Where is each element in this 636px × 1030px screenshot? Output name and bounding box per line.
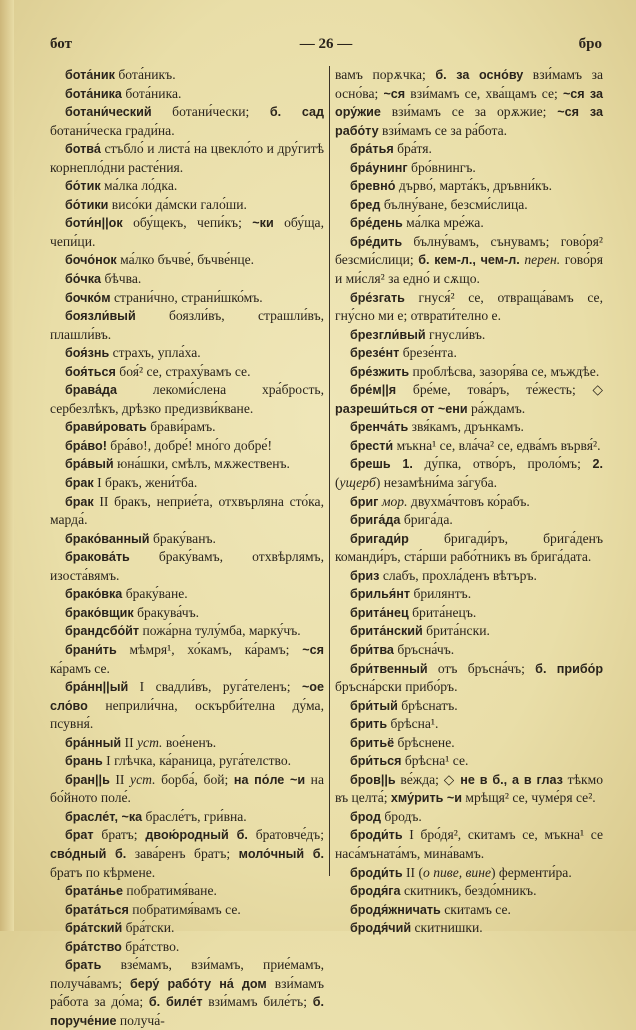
definition-text: братъ по кѣрмене. bbox=[50, 864, 156, 880]
dictionary-entry bbox=[335, 326, 603, 345]
dictionary-entry bbox=[50, 66, 324, 85]
definition-text: скитникъ, бездо́мникъ. bbox=[400, 883, 537, 899]
definition-text: I бро́дя², скитамъ се, мъкна¹ се наса́мъната́мъ, мина́вамъ. bbox=[335, 827, 603, 861]
dictionary-entry bbox=[335, 344, 603, 363]
usage-label: перен. bbox=[524, 252, 561, 268]
definition-text: ботани́ческа гради́на. bbox=[50, 122, 175, 138]
definition-text: брѣсна¹ се. bbox=[401, 753, 469, 769]
headword: бритьё bbox=[349, 735, 395, 750]
headword: броди́ть bbox=[349, 828, 403, 843]
headword: броди́ть bbox=[349, 865, 403, 880]
definition-text: браку́вамъ, отхвѣрлямъ, изоста́вямъ. bbox=[50, 549, 324, 583]
definition-text: бра́во!, добре́! мно́го добре́! bbox=[106, 437, 272, 453]
right-column bbox=[335, 66, 603, 938]
dictionary-entry bbox=[50, 752, 324, 771]
headword: бродя́чий bbox=[349, 921, 412, 936]
headword: ботва́ bbox=[64, 142, 101, 157]
dictionary-entry bbox=[335, 919, 603, 938]
definition-text: бригади́ръ, брига́денъ команди́ръ, ста́рши рабо́тникъ въ брига́дата. bbox=[335, 530, 603, 565]
definition-text: ве́жда; ◇ bbox=[395, 771, 461, 787]
headword: бриг bbox=[349, 494, 379, 509]
headword: брандсбо́йт bbox=[64, 624, 140, 639]
definition-text: мрѣщя² се, чуме́ря се². bbox=[462, 790, 596, 806]
definition-text: браку́ване. bbox=[122, 586, 188, 602]
dictionary-entry bbox=[50, 604, 324, 623]
dictionary-entry bbox=[335, 530, 603, 567]
headword: бригади́р bbox=[349, 531, 409, 546]
definition-text: юна́шки, смѣлъ, мѫжественъ. bbox=[113, 456, 290, 472]
dictionary-entry bbox=[335, 641, 603, 660]
headword: брешь 1. bbox=[349, 457, 413, 472]
definition-text: взи́мамъ се, хва́щамъ се; bbox=[405, 85, 563, 101]
headword: бо́тик bbox=[64, 179, 101, 194]
dictionary-entry bbox=[50, 363, 324, 382]
definition-text: брѣснене. bbox=[394, 734, 455, 750]
definition-text: борба́, бой; bbox=[155, 771, 234, 787]
dictionary-entry bbox=[335, 604, 603, 623]
headword: сво́дный б. bbox=[50, 846, 127, 861]
headword: бра́тский bbox=[64, 921, 123, 936]
dictionary-entry bbox=[335, 826, 603, 863]
dictionary-entry bbox=[335, 808, 603, 827]
definition-text: бра́тство. bbox=[121, 938, 180, 954]
dictionary-entry bbox=[50, 251, 324, 270]
headword: бри́тый bbox=[349, 698, 398, 713]
headword: боя́ться bbox=[64, 364, 116, 379]
definition-text: брезе́нта. bbox=[399, 345, 457, 361]
definition-text: II ( bbox=[402, 864, 423, 880]
column-divider bbox=[329, 66, 330, 876]
headword: бред bbox=[349, 197, 381, 212]
headword: боти́н||ок bbox=[64, 216, 123, 231]
page-header bbox=[50, 36, 602, 58]
headword: б. за осно́ву bbox=[435, 68, 524, 82]
headword: бочо́нок bbox=[64, 253, 117, 268]
dictionary-entry bbox=[50, 956, 324, 1030]
headword: б. сад bbox=[269, 105, 324, 120]
headword: на по́ле ~и bbox=[233, 772, 306, 787]
headword: бочко́м bbox=[64, 290, 111, 305]
definition-text: бракува́чъ. bbox=[133, 604, 200, 620]
headword: боязли́вый bbox=[64, 309, 136, 324]
definition-text: висо́ки да́мски гало́ши. bbox=[108, 196, 247, 212]
usage-label: о пиве, вине bbox=[423, 864, 491, 880]
definition-text: II bbox=[121, 734, 137, 750]
definition-text: взи́мамъ биле́тъ; bbox=[202, 994, 313, 1010]
definition-text: взе́мамъ, взи́мамъ, прие́мамъ, получа́вамъ; bbox=[50, 957, 324, 991]
dictionary-entry bbox=[50, 344, 324, 363]
definition-text: бръсна́чъ. bbox=[393, 641, 455, 657]
dictionary-entry bbox=[335, 196, 603, 215]
definition-text: бълну́вамъ, сънувамъ; гово́ря² безсми́слици; bbox=[335, 233, 603, 268]
definition-text: гнусли́въ. bbox=[425, 326, 486, 342]
definition-text: брига́да. bbox=[400, 512, 453, 528]
definition-text: бро́внингъ. bbox=[407, 159, 476, 175]
definition-text: бре́ме, това́ръ, те́жесть; ◇ bbox=[396, 382, 603, 398]
definition-text: браку́ванъ. bbox=[149, 530, 216, 546]
headword: брита́нский bbox=[349, 624, 423, 639]
definition-text: II бракъ, неприе́та, отхвърляна сто́ка, марда́. bbox=[50, 493, 324, 528]
headword: брезгли́вый bbox=[349, 327, 426, 342]
headword: бродя́га bbox=[349, 884, 401, 899]
definition-text: ду́пка, отво́ръ, проло́мъ; bbox=[412, 456, 593, 472]
definition-text: боя́² се, страху́вамъ се. bbox=[115, 363, 251, 379]
definition-text: зава́ренъ братъ; bbox=[126, 845, 239, 861]
headword: брак bbox=[64, 494, 94, 509]
definition-text: ра́ждамъ. bbox=[467, 400, 526, 416]
definition-text: мѣмря¹, хо́камъ, ка́рамъ; bbox=[116, 641, 303, 657]
definition-text: звя́камъ, дрънкамъ. bbox=[408, 419, 524, 435]
headword: бре́згать bbox=[349, 290, 405, 305]
usage-label: ущерб bbox=[339, 475, 376, 491]
headword: ~ся за ору́жие bbox=[335, 86, 603, 120]
dictionary-entry bbox=[335, 715, 603, 734]
dictionary-entry bbox=[335, 882, 603, 901]
headword: бо́чка bbox=[64, 272, 102, 287]
dictionary-entry bbox=[50, 882, 324, 901]
dictionary-entry bbox=[50, 103, 324, 140]
headword: б. прибо́р bbox=[535, 661, 604, 676]
definition-text: бра́тя. bbox=[393, 141, 432, 157]
definition-text: получа́- bbox=[116, 1012, 165, 1028]
definition-text: скитнишки. bbox=[411, 920, 483, 936]
dictionary-entry bbox=[50, 437, 324, 456]
definition-text: ма́лко бъчве́, бъчве́нце. bbox=[116, 252, 255, 268]
headword: ~ое сло́во bbox=[50, 680, 324, 713]
headword: б. биле́т bbox=[148, 995, 203, 1010]
definition-text: I свадли́въ, руга́теленъ; bbox=[128, 679, 302, 695]
headword: бри́тва bbox=[349, 642, 394, 657]
dictionary-entry bbox=[50, 493, 324, 530]
dictionary-entry bbox=[335, 622, 603, 641]
dictionary-entry bbox=[335, 660, 603, 697]
definition-text: взи́мамъ за осно́ва; bbox=[335, 67, 603, 101]
left-guide-word: бот bbox=[50, 36, 72, 52]
headword: бракова́ть bbox=[64, 550, 130, 565]
definition-text: проблѣсва, зазоря́ва се, мъждѣе. bbox=[409, 363, 600, 379]
dictionary-entry bbox=[335, 493, 603, 512]
headword: бри́ться bbox=[349, 754, 402, 769]
headword: брита́нец bbox=[349, 605, 409, 620]
dictionary-entry bbox=[335, 734, 603, 753]
definition-text: побратимя́вамъ се. bbox=[128, 901, 241, 917]
definition-text: брита́нецъ. bbox=[408, 604, 477, 620]
headword: бота́ника bbox=[64, 86, 122, 101]
dictionary-entry bbox=[335, 159, 603, 178]
headword: брави́ровать bbox=[64, 420, 147, 435]
definition-text: отъ бръсна́чъ; bbox=[427, 660, 536, 676]
dictionary-entry bbox=[50, 641, 324, 678]
headword: брако́вка bbox=[64, 587, 123, 602]
definition-text: брита́нски. bbox=[422, 623, 490, 639]
headword: брести́ bbox=[349, 438, 394, 453]
dictionary-entry bbox=[50, 177, 324, 196]
dictionary-entry bbox=[50, 196, 324, 215]
headword: бран||ь bbox=[64, 772, 110, 787]
definition-text: страни́чно, страни́шко́мъ. bbox=[110, 289, 263, 305]
usage-label: мор. bbox=[381, 493, 408, 509]
headword: брава́да bbox=[64, 383, 118, 398]
headword: брак bbox=[64, 476, 94, 491]
dictionary-entry bbox=[335, 901, 603, 920]
definition-text: ) незамѣни́ма за́губа. bbox=[375, 475, 498, 491]
definition-text: бота́никъ. bbox=[114, 67, 176, 82]
definition-text: брасле́тъ, гри́вна. bbox=[142, 808, 247, 824]
dictionary-entry bbox=[335, 864, 603, 883]
dictionary-entry bbox=[335, 511, 603, 530]
dictionary-entry bbox=[50, 734, 324, 753]
definition-text: взи́мамъ се за ра́бота. bbox=[378, 122, 508, 138]
definition-text: бѣчва. bbox=[101, 271, 142, 287]
headword: брата́нье bbox=[64, 884, 123, 899]
headword: бродя́жничать bbox=[349, 902, 441, 917]
definition-text: на бо́йното поле́. bbox=[50, 771, 324, 806]
dictionary-entry bbox=[50, 474, 324, 493]
headword: разреши́ться от ~ени bbox=[335, 401, 468, 416]
headword: брига́да bbox=[349, 513, 401, 528]
definition-text: II bbox=[109, 771, 131, 787]
headword: бра́тство bbox=[64, 939, 122, 954]
dictionary-entry bbox=[50, 270, 324, 289]
dictionary-entry bbox=[335, 289, 603, 326]
right-guide-word: бро bbox=[578, 36, 602, 52]
definition-text: I глѣчка, ка́раница, руга́телство. bbox=[102, 753, 292, 769]
dictionary-entry bbox=[50, 808, 324, 827]
headword: брезе́нт bbox=[349, 346, 400, 361]
headword: брасле́т, ~ка bbox=[64, 809, 143, 824]
dictionary-entry bbox=[50, 919, 324, 938]
dictionary-entry bbox=[50, 289, 324, 308]
dictionary-entry bbox=[50, 381, 324, 418]
headword: б. кем-л., чем-л. bbox=[418, 253, 520, 268]
dictionary-entry bbox=[335, 771, 603, 808]
definition-text: брави́рамъ. bbox=[146, 419, 216, 435]
dictionary-entry bbox=[335, 418, 603, 437]
definition-text: брѣснатъ. bbox=[397, 697, 458, 713]
headword: ~ся за рабо́ту bbox=[335, 105, 603, 138]
headword: бре́зжить bbox=[349, 364, 410, 379]
headword: бота́ник bbox=[64, 68, 115, 82]
definition-text: лекоми́слена хра́брость, сербезлѣкъ, дрѣзко предизви́кване. bbox=[50, 382, 324, 416]
definition-text: ка́рамъ се. bbox=[50, 660, 110, 676]
dictionary-entry bbox=[50, 771, 324, 808]
headword: бревно́ bbox=[349, 179, 396, 194]
headword: бри́твенный bbox=[349, 661, 428, 676]
definition-text: бълну́ване, безсми́слица. bbox=[380, 196, 528, 212]
headword: бриз bbox=[349, 568, 380, 583]
headword: бра́во! bbox=[64, 438, 107, 453]
definition-text: ма́лка мре́жа. bbox=[402, 215, 484, 231]
dictionary-entry bbox=[50, 140, 324, 177]
dictionary-entry bbox=[50, 826, 324, 882]
headword: брако́ванный bbox=[64, 531, 150, 546]
headword: беру́ рабо́ту на́ дом bbox=[130, 976, 267, 991]
definition-text: бродъ. bbox=[380, 808, 422, 824]
definition-text: гово́ря и ми́сля² за едно́ и сѫщо. bbox=[335, 252, 603, 287]
definition-text: братъ; bbox=[93, 827, 146, 843]
dictionary-entry bbox=[50, 901, 324, 920]
definition-text: взи́мамъ ра́бота за до́ма; bbox=[50, 975, 324, 1010]
usage-label: уст. bbox=[137, 734, 163, 750]
definition-text: слабъ, прохла́денъ вѣтъръ. bbox=[379, 567, 537, 583]
headword: ботани́ческий bbox=[64, 105, 152, 120]
dictionary-entry bbox=[335, 363, 603, 382]
dictionary-entry bbox=[335, 697, 603, 716]
definition-text: двухма́чтовъ ко́рабъ. bbox=[407, 493, 530, 509]
dictionary-entry bbox=[50, 307, 324, 344]
headword: двою́родный б. bbox=[145, 828, 248, 843]
headword: хму́рить ~и bbox=[390, 791, 463, 806]
page-edge-shadow bbox=[0, 0, 14, 931]
definition-text: гнуся́² се, отвраща́вамъ се, гну́сно ми е; отврати́телно е. bbox=[335, 289, 603, 324]
page-number: — 26 — bbox=[299, 36, 353, 52]
definition-text: дърво́, марта́къ, дръвни́къ. bbox=[395, 178, 553, 194]
definition-text: мъкна¹ се, вла́ча² се, едва́мъ вървя́². bbox=[393, 437, 601, 453]
headword: брилья́нт bbox=[349, 587, 411, 602]
definition-text: ) ферменти́ра. bbox=[491, 864, 572, 880]
dictionary-entry bbox=[335, 381, 603, 418]
headword: брод bbox=[349, 809, 381, 824]
headword: б. поруче́ние bbox=[50, 995, 324, 1028]
dictionary-entry bbox=[50, 585, 324, 604]
headword: 2. bbox=[592, 457, 603, 472]
headword: бра́вый bbox=[64, 457, 114, 472]
definition-text: брилянтъ. bbox=[410, 586, 472, 602]
definition-text: ма́лка ло́дка. bbox=[100, 178, 178, 194]
dictionary-entry-continuation bbox=[335, 66, 603, 140]
definition-text: страхъ, упла́ха. bbox=[109, 345, 201, 361]
dictionary-entry bbox=[50, 530, 324, 549]
definition-text: неприли́чна, оскърби́телна ду́ма, псувня́. bbox=[50, 697, 324, 732]
headword: брани́ть bbox=[64, 642, 117, 657]
headword: брата́ться bbox=[64, 902, 129, 917]
definition-text: вамъ порѫчка; bbox=[335, 67, 436, 82]
usage-label: уст. bbox=[130, 771, 156, 787]
definition-text: I бракъ, жени́тба. bbox=[93, 475, 198, 491]
dictionary-entry bbox=[335, 214, 603, 233]
definition-text: ботани́чески; bbox=[151, 104, 270, 120]
headword: бо́тики bbox=[64, 197, 109, 212]
definition-text: вое́ненъ. bbox=[162, 734, 217, 750]
headword: бра́нн||ый bbox=[64, 680, 129, 695]
headword: ~ки bbox=[252, 216, 274, 231]
dictionary-entry bbox=[50, 622, 324, 641]
headword: брако́вщик bbox=[64, 605, 134, 620]
headword: боя́знь bbox=[64, 346, 110, 361]
headword: моло́чный б. bbox=[238, 846, 325, 861]
definition-text: тѣкмо въ целта́; bbox=[335, 771, 603, 806]
definition-text: стъбло́ и листа́ на цвекло́то и дру́гитѣ корнепло́дни расте́ния. bbox=[50, 141, 324, 175]
dictionary-entry bbox=[335, 233, 603, 289]
definition-text: пожа́рна тулу́мба, марку́чъ. bbox=[139, 623, 301, 639]
definition-text: боязли́въ, страшли́въ, плашли́въ. bbox=[50, 308, 324, 342]
headword: не в б., а в глаз bbox=[460, 772, 563, 787]
headword: брань bbox=[64, 754, 103, 769]
dictionary-entry bbox=[50, 85, 324, 104]
definition-text: обу́ща, чепи́ци. bbox=[50, 215, 324, 249]
headword: брить bbox=[349, 717, 388, 732]
headword: бров||ь bbox=[349, 772, 396, 787]
dictionary-entry bbox=[335, 177, 603, 196]
dictionary-entry bbox=[50, 214, 324, 251]
headword: бра́унинг bbox=[349, 160, 408, 175]
dictionary-entry bbox=[50, 418, 324, 437]
dictionary-entry bbox=[335, 752, 603, 771]
definition-text: обу́щекъ, чепи́къ; bbox=[122, 215, 253, 231]
headword: бра́тья bbox=[349, 142, 394, 157]
definition-text: взи́мамъ се за орѫжие; bbox=[380, 104, 558, 120]
headword: брат bbox=[64, 828, 94, 843]
definition-text: братовче́дъ; bbox=[247, 827, 324, 843]
dictionary-entry bbox=[335, 437, 603, 456]
dictionary-entry bbox=[335, 567, 603, 586]
dictionary-entry bbox=[335, 455, 603, 492]
definition-text: бота́ника. bbox=[121, 85, 182, 101]
definition-text: брѣсна¹. bbox=[387, 716, 439, 732]
dictionary-entry bbox=[50, 548, 324, 585]
headword: бренча́ть bbox=[349, 420, 409, 435]
dictionary-entry bbox=[335, 585, 603, 604]
dictionary-entry bbox=[50, 938, 324, 957]
headword: бре́м||я bbox=[349, 383, 397, 398]
headword: ~ся bbox=[302, 642, 324, 657]
definition-text: бръсна́рски прибо́ръ. bbox=[335, 679, 458, 695]
definition-text: скитамъ се. bbox=[440, 901, 511, 917]
headword: ~ся bbox=[383, 86, 406, 101]
dictionary-entry bbox=[50, 455, 324, 474]
dictionary-entry bbox=[50, 678, 324, 734]
headword: бре́день bbox=[349, 216, 403, 231]
left-column bbox=[50, 66, 324, 1030]
definition-text: побратимя́ване. bbox=[122, 883, 217, 899]
definition-text: бра́тски. bbox=[122, 920, 175, 936]
headword: бре́дить bbox=[349, 234, 403, 249]
dictionary-entry bbox=[335, 140, 603, 159]
definition-text: ( bbox=[335, 475, 340, 491]
headword: бра́нный bbox=[64, 735, 122, 750]
headword: брать bbox=[64, 958, 102, 973]
